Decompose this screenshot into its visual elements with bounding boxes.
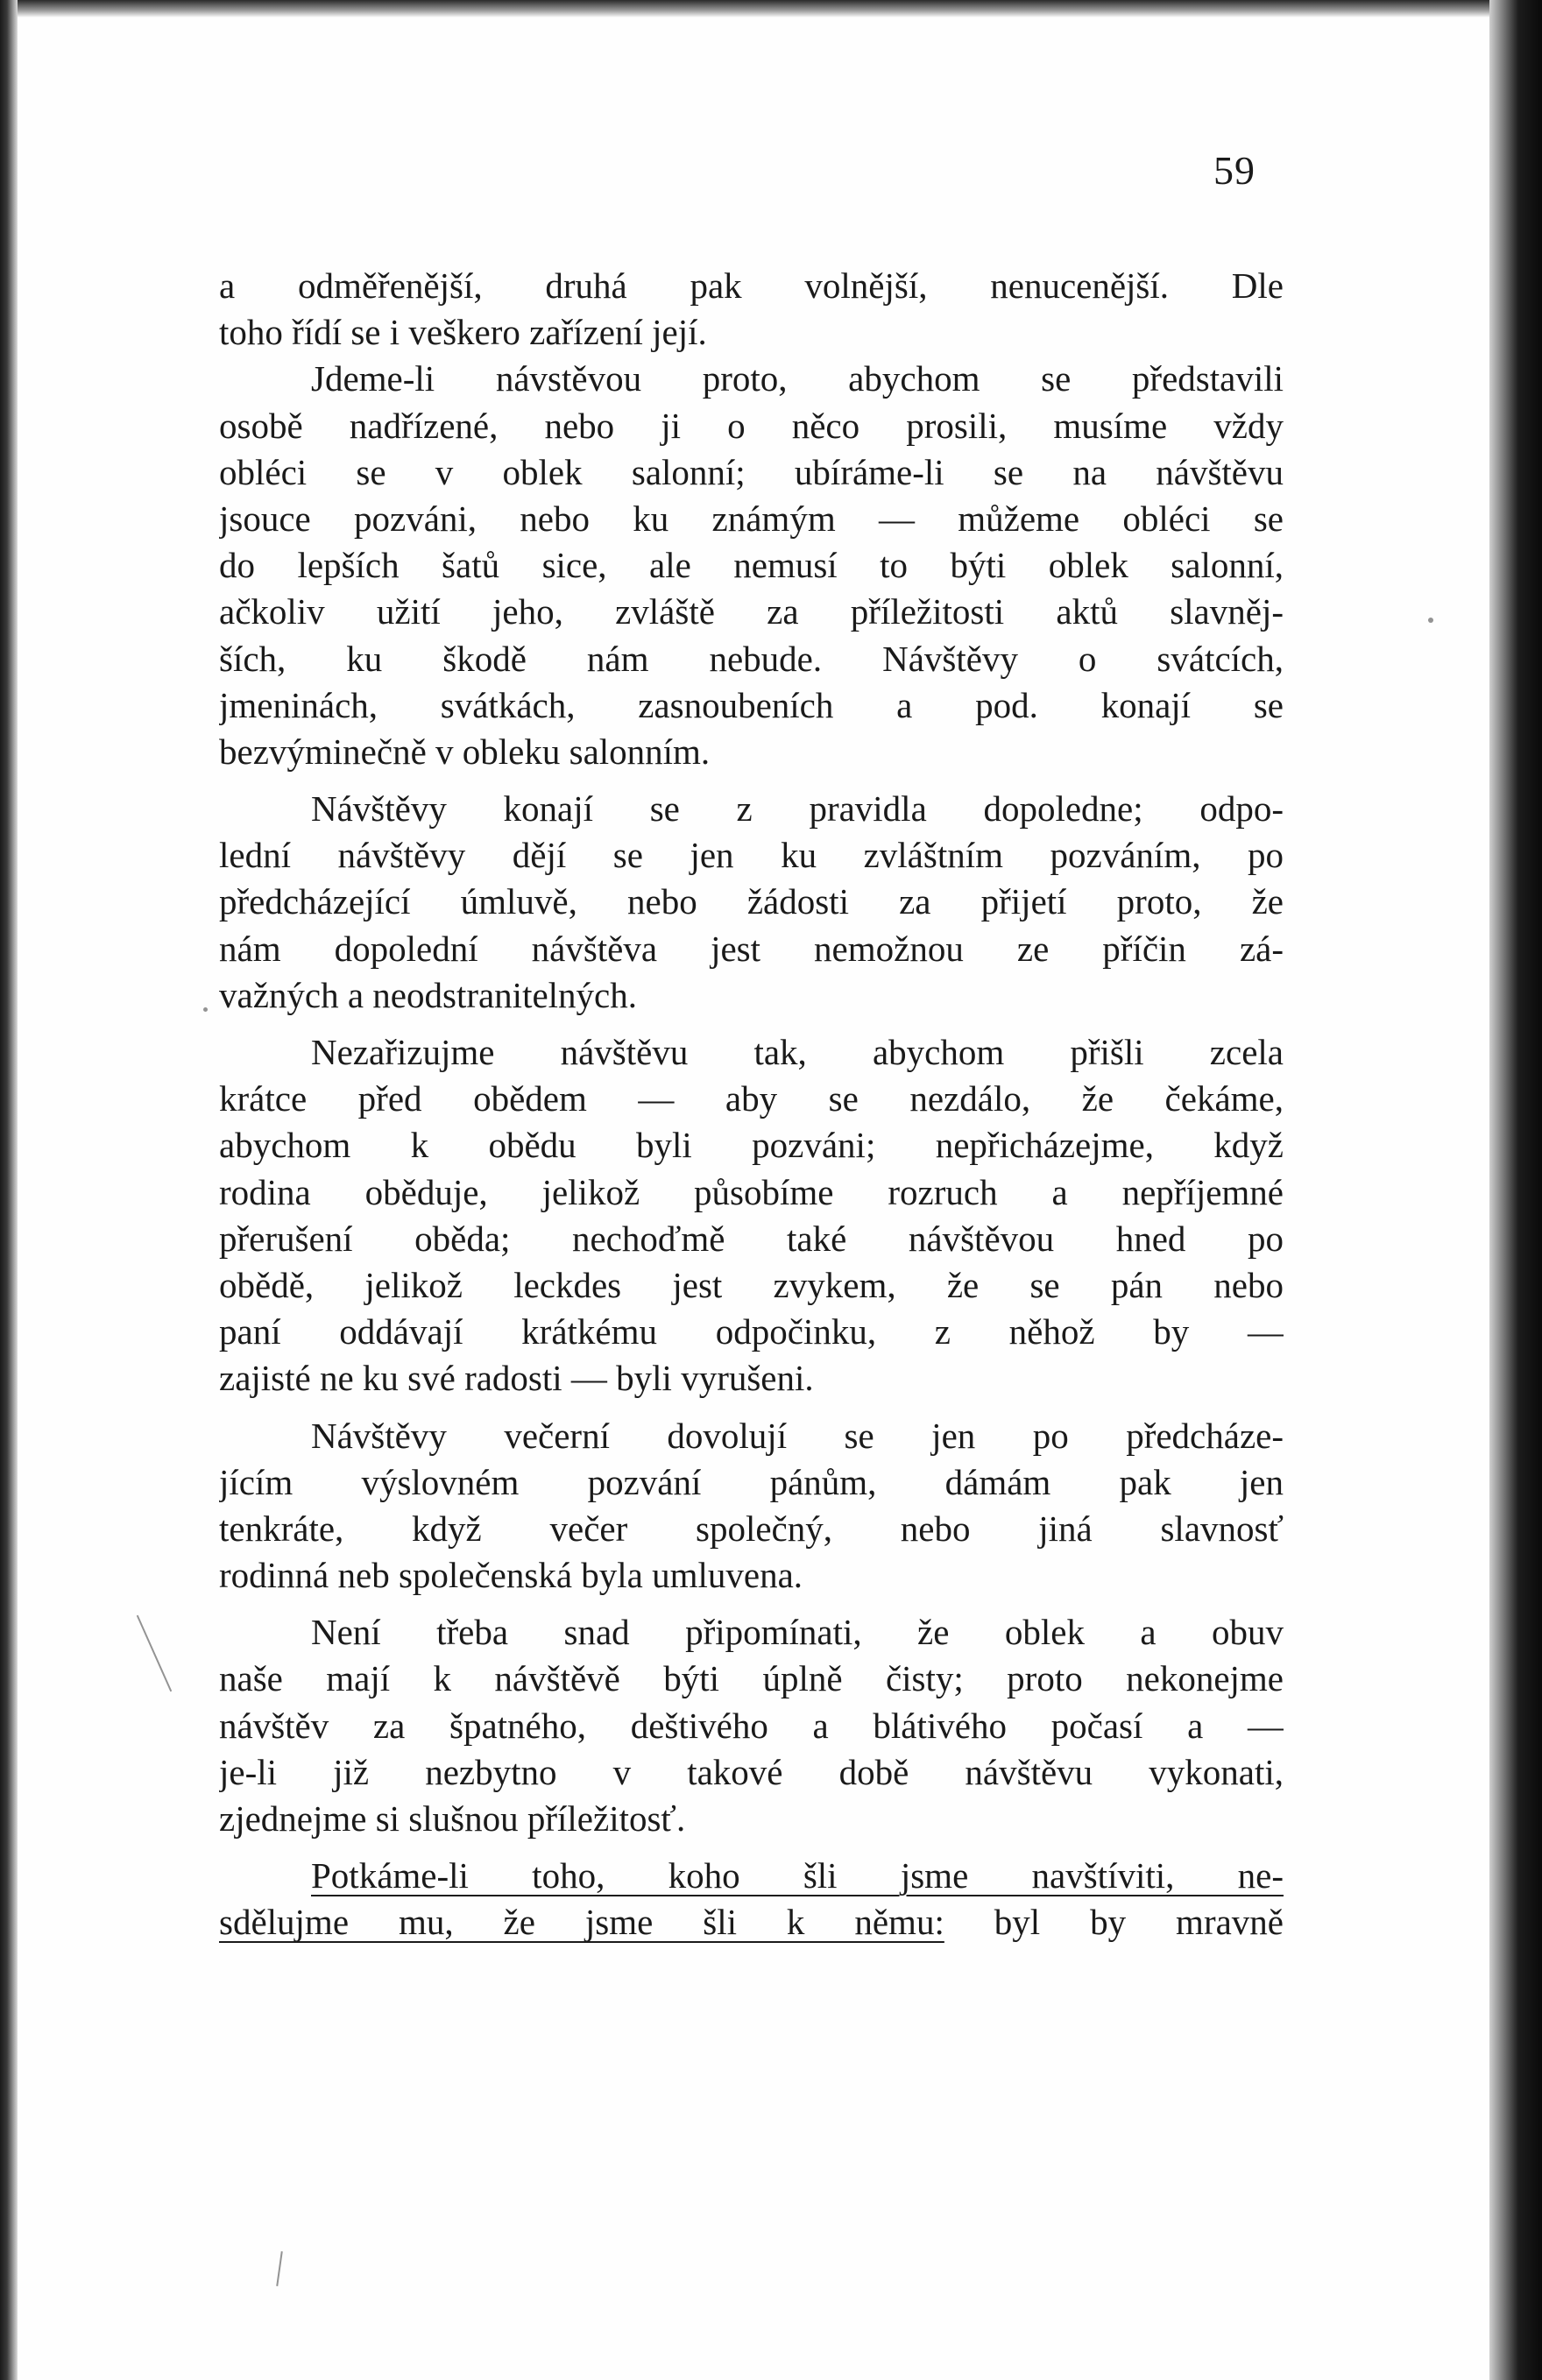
text-line: nám dopolední návštěva jest nemožnou ze příčin zá- xyxy=(219,928,1284,969)
text-line-tail: byl by mravně xyxy=(944,1902,1284,1943)
text-line: do lepších šatů sice, ale nemusí to býti oblek salonní, xyxy=(219,545,1284,586)
text-line: lední návštěvy dějí se jen ku zvláštním pozváním, po xyxy=(219,835,1284,876)
paragraph-first-line: Není třeba snad připomínati, že oblek a obuv xyxy=(311,1612,1284,1653)
text-line: toho řídí se i veškero zařízení její. xyxy=(219,312,707,353)
page-number: 59 xyxy=(1213,148,1256,193)
paragraph-first-line: Jdeme-li návstěvou proto, abychom se představili xyxy=(311,358,1284,399)
scan-pencil-mark xyxy=(276,2251,283,2286)
text-line: jmeninách, svátkách, zasnoubeních a pod. konají se xyxy=(219,684,1284,725)
text-line: je-li již nezbytno v takové době návštěvu vykonati, xyxy=(219,1751,1284,1792)
text-line: jsouce pozváni, nebo ku známým — můžeme obléci se xyxy=(219,498,1284,539)
text-line: obléci se v oblek salonní; ubíráme-li se na návštěvu xyxy=(219,451,1284,492)
text-line: paní oddávají krátkému odpočinku, z něhož by — xyxy=(219,1311,1284,1352)
text-line: naše mají k návštěvě býti úplně čisty; proto nekonejme xyxy=(219,1658,1284,1699)
text-line: važných a neodstranitelných. xyxy=(219,974,638,1015)
paragraph-first-line: Nezařizujme návštěvu tak, abychom přišli zcela xyxy=(311,1032,1284,1072)
text-line: zajisté ne ku své radosti — byli vyrušeni. xyxy=(219,1358,814,1399)
page-right-edge-shadow xyxy=(1489,0,1542,2380)
text-line-partly-underlined xyxy=(219,1899,1284,1946)
scan-speck xyxy=(1428,618,1433,623)
page-left-edge-shadow xyxy=(0,0,18,2380)
body-text xyxy=(219,263,1284,1946)
paragraph-first-line: Návštěvy konají se z pravidla dopoledne; odpo- xyxy=(311,788,1284,830)
text-line: zjednejme si slušnou příležitosť. xyxy=(219,1798,686,1839)
text-line: krátce před obědem — aby se nezdálo, že čekáme, xyxy=(219,1078,1284,1119)
scan-pencil-mark xyxy=(137,1615,172,1692)
text-line: ačkoliv užití jeho, zvláště za příležitosti aktů slavněj- xyxy=(219,591,1284,632)
text-line: rodinná neb společenská byla umluvena. xyxy=(219,1555,803,1596)
text-line: návštěv za špatného, deštivého a blátivého počasí a — xyxy=(219,1705,1284,1746)
text-line: předcházející úmluvě, nebo žádosti za přijetí proto, že xyxy=(219,881,1284,922)
text-line: jícím výslovném pozvání pánům, dámám pak jen xyxy=(219,1461,1284,1502)
underlined-text: sdělujme mu, že jsme šli k němu: xyxy=(219,1902,944,1943)
text-line: a odměřenější, druhá pak volnější, nenucenější. Dle xyxy=(219,265,1284,306)
text-line: tenkráte, když večer společný, nebo jiná slavnosť xyxy=(219,1508,1284,1549)
scan-speck xyxy=(203,1007,208,1012)
underlined-paragraph-first-line: Potkáme-li toho, koho šli jsme navštíviti, ne- xyxy=(311,1855,1284,1896)
text-line: osobě nadřízené, nebo ji o něco prosili, musíme vždy xyxy=(219,405,1284,446)
text-line: abychom k obědu byli pozváni; nepřicházejme, když xyxy=(219,1125,1284,1166)
text-line: ších, ku škodě nám nebude. Návštěvy o svátcích, xyxy=(219,638,1284,679)
page-top-edge-shadow xyxy=(0,0,1542,18)
text-line: přerušení oběda; nechoďmě také návštěvou hned po xyxy=(219,1218,1284,1259)
text-line: bezvýminečně v obleku salonním. xyxy=(219,731,711,772)
paragraph-first-line: Návštěvy večerní dovolují se jen po předcháze- xyxy=(311,1415,1284,1456)
text-line: rodina oběduje, jelikož působíme rozruch a nepříjemné xyxy=(219,1171,1284,1212)
text-line: obědě, jelikož leckdes jest zvykem, že se pán nebo xyxy=(219,1264,1284,1305)
